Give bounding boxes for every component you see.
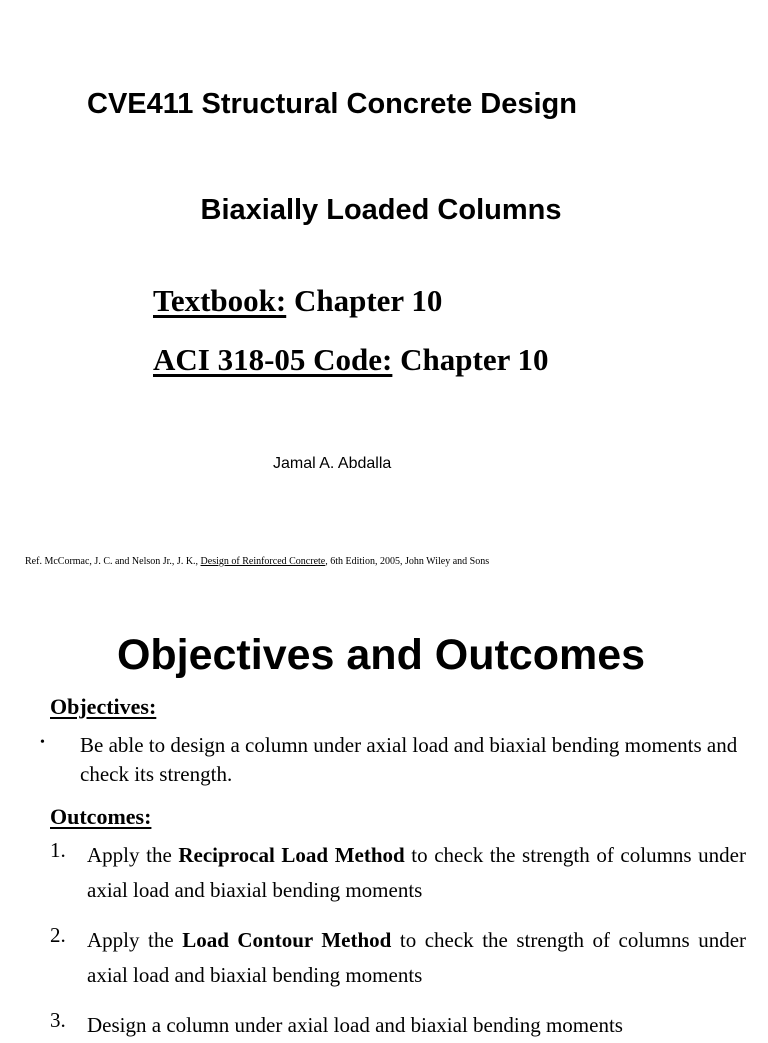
objective-text: Be able to design a column under axial load and biaxial bending moments and check its strength. [80,733,738,786]
bullet-marker: • [40,735,45,750]
outcome-number: 1. [50,838,66,862]
citation-suffix: , 6th Edition, 2005, John Wiley and Sons [325,556,490,567]
author-name: Jamal A. Abdalla [273,455,392,472]
outcome-number: 3. [50,1008,66,1032]
outcome-item [50,838,746,908]
deck-title: Biaxially Loaded Columns [200,194,562,226]
objectives-slide [0,585,768,1037]
outcome-text-post: to check the strength of columns under axial load and biaxial bending moments [87,843,746,902]
outcome-body [87,923,746,993]
code-value: Chapter 10 [392,342,549,377]
code-reference [153,342,549,378]
slide-heading: Objectives and Outcomes [116,631,646,679]
outcome-body [87,1008,746,1043]
citation-prefix: Ref. McCormac, J. C. and Nelson Jr., J. K., [25,556,201,567]
outcome-text-post: to check the strength of columns under axial load and biaxial bending moments [87,928,747,987]
textbook-value: Chapter 10 [286,283,443,318]
outcome-method-name: Reciprocal Load Method [178,843,405,867]
outcome-body [87,838,746,908]
course-title: CVE411 Structural Concrete Design [87,88,577,120]
textbook-label: Textbook: [153,283,287,318]
outcome-text-pre: Apply the [87,928,183,952]
outcome-text-pre: Design a column under axial load and biaxial bending moments [87,1013,623,1037]
citation-book-title: Design of Reinforced Concrete [200,556,326,567]
code-label: ACI 318-05 Code: [153,342,393,377]
textbook-reference [153,283,442,319]
outcome-number: 2. [50,923,66,947]
outcome-item [50,923,746,993]
objectives-label: Objectives: [50,694,157,719]
outcome-method-name: Load Contour Method [182,928,392,952]
outcome-text-pre: Apply the [87,843,179,867]
reference-citation [25,556,489,567]
outcomes-label: Outcomes: [50,804,152,829]
outcome-item [50,1008,746,1043]
